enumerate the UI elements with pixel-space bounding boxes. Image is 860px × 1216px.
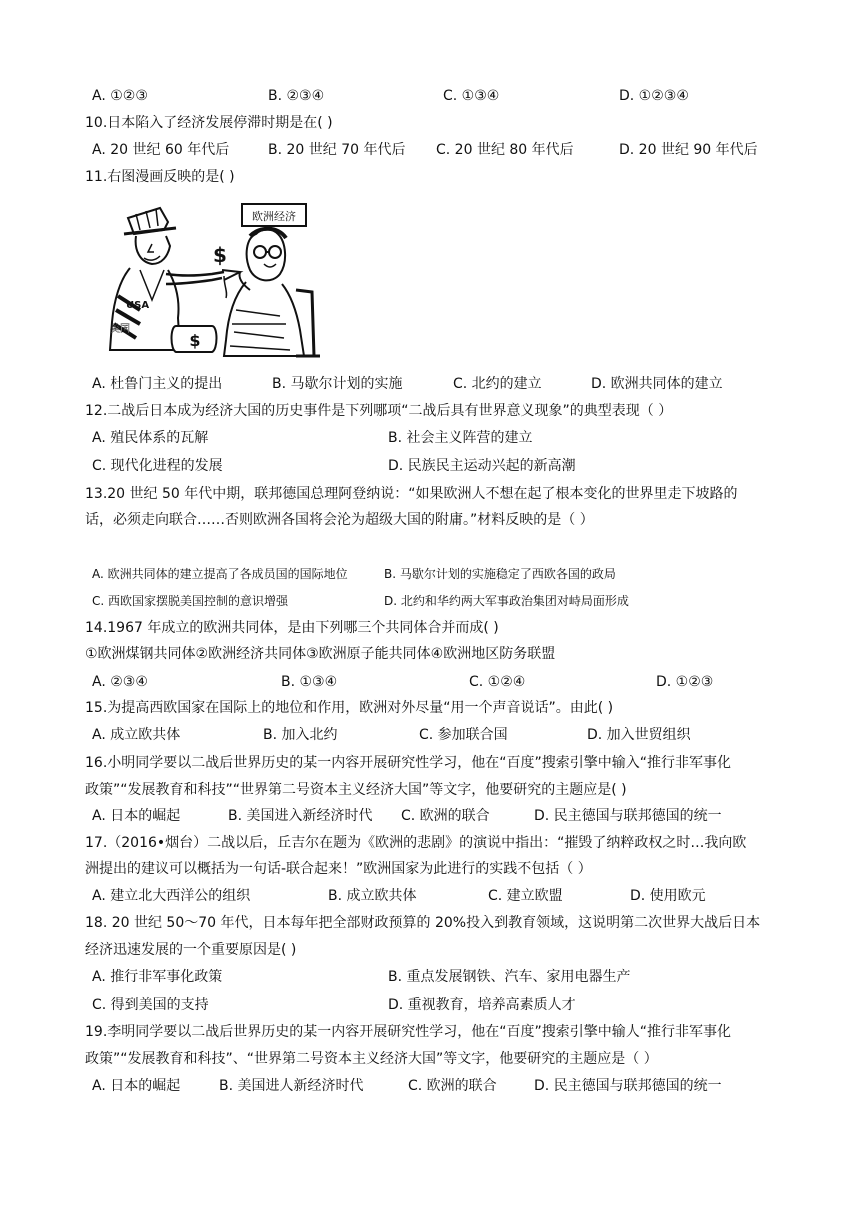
cartoon-figure-label: 美国 — [110, 324, 130, 335]
q13-option-b: B. 马歇尔计划的实施稳定了西欧各国的政局 — [384, 567, 616, 581]
q12-option-d: D. 民族民主运动兴起的新高潮 — [388, 458, 576, 474]
q16-option-d: D. 民主德国与联邦德国的统一 — [534, 808, 722, 824]
q14-option-d: D. ①②③ — [656, 674, 714, 690]
q10-option-a: A. 20 世纪 60 年代后 — [92, 142, 230, 158]
q13-option-d: D. 北约和华约两大军事政治集团对峙局面形成 — [384, 594, 629, 608]
q18-option-d: D. 重视教育，培养高素质人才 — [388, 997, 576, 1013]
q10-option-d: D. 20 世纪 90 年代后 — [619, 142, 758, 158]
q11-stem: 11.右图漫画反映的是( ) — [85, 169, 235, 185]
q19-option-a: A. 日本的崛起 — [92, 1078, 181, 1094]
q18-stem-line-2: 经济迅速发展的一个重要原因是( ) — [85, 942, 297, 958]
q12-option-a: A. 殖民体系的瓦解 — [92, 430, 209, 446]
q15-option-b: B. 加入北约 — [263, 727, 338, 743]
q15-option-d: D. 加入世贸组织 — [587, 727, 691, 743]
q9-option-a: A. ①②③ — [92, 88, 148, 104]
q13-stem-line-2: 话，必须走向联合……否则欧洲各国将会沦为超级大国的附庸。”材料反映的是（ ） — [85, 512, 594, 528]
cartoon-drawing — [100, 200, 320, 362]
q10-option-b: B. 20 世纪 70 年代后 — [268, 142, 406, 158]
q16-option-a: A. 日本的崛起 — [92, 808, 181, 824]
q11-option-b: B. 马歇尔计划的实施 — [272, 376, 403, 392]
q12-option-b: B. 社会主义阵营的建立 — [388, 430, 533, 446]
q19-option-d: D. 民主德国与联邦德国的统一 — [534, 1078, 722, 1094]
q19-option-c: C. 欧洲的联合 — [408, 1078, 497, 1094]
q17-stem-line-2: 洲提出的建议可以概括为一句话-联合起来！”欧洲国家为此进行的实践不包括（ ） — [85, 861, 592, 877]
cartoon-dollar-symbol: $ — [213, 243, 227, 267]
q14-option-c: C. ①②④ — [469, 674, 526, 690]
q18-stem-line-1: 18. 20 世纪 50～70 年代，日本每年把全部财政预算的 20%投入到教育领域，这说明第二次世界大战后日本 — [85, 915, 761, 931]
q10-stem: 10.日本陷入了经济发展停滞时期是在( ) — [85, 115, 333, 131]
q15-option-c: C. 参加联合国 — [419, 727, 508, 743]
q13-option-c: C. 西欧国家摆脱美国控制的意识增强 — [92, 594, 289, 608]
q9-option-d: D. ①②③④ — [619, 88, 689, 104]
q16-option-b: B. 美国进入新经济时代 — [228, 808, 373, 824]
cartoon-flag-text: USA — [126, 300, 150, 311]
q19-option-b: B. 美国进人新经济时代 — [219, 1078, 364, 1094]
q17-option-c: C. 建立欧盟 — [488, 888, 563, 904]
q10-option-c: C. 20 世纪 80 年代后 — [436, 142, 574, 158]
q17-option-a: A. 建立北大西洋公的组织 — [92, 888, 251, 904]
q11-option-c: C. 北约的建立 — [453, 376, 542, 392]
q13-option-a: A. 欧洲共同体的建立提高了各成员国的国际地位 — [92, 567, 348, 581]
q15-option-a: A. 成立欧共体 — [92, 727, 181, 743]
q14-items: ①欧洲煤钢共同体②欧洲经济共同体③欧洲原子能共同体④欧洲地区防务联盟 — [85, 646, 556, 662]
q14-option-b: B. ①③④ — [281, 674, 338, 690]
q18-option-c: C. 得到美国的支持 — [92, 997, 209, 1013]
q11-option-a: A. 杜鲁门主义的提出 — [92, 376, 223, 392]
q17-stem-line-1: 17.（2016•烟台）二战以后，丘吉尔在题为《欧洲的悲剧》的演说中指出：“摧毁了纳粹政权之时…我向欧 — [85, 835, 747, 851]
q16-stem-line-2: 政策”“发展教育和科技”“世界第二号资本主义经济大国”等文字，他要研究的主题应是( ) — [85, 782, 627, 798]
q14-stem: 14.1967 年成立的欧洲共同体，是由下列哪三个共同体合并而成( ) — [85, 620, 499, 636]
cartoon-bag-symbol: $ — [189, 331, 201, 350]
q11-cartoon — [100, 200, 320, 362]
q11-option-d: D. 欧洲共同体的建立 — [591, 376, 723, 392]
q15-stem: 15.为提高西欧国家在国际上的地位和作用，欧洲对外尽量“用一个声音说话”。由此( ) — [85, 700, 614, 716]
q19-stem-line-1: 19.李明同学要以二战后世界历史的某一内容开展研究性学习，他在“百度”搜索引擎中输人“推行非军事化 — [85, 1024, 732, 1040]
q16-option-c: C. 欧洲的联合 — [401, 808, 490, 824]
q17-option-b: B. 成立欧共体 — [328, 888, 417, 904]
q16-stem-line-1: 16.小明同学要以二战后世界历史的某一内容开展研究性学习，他在“百度”搜索引擎中输入“推行非军事化 — [85, 755, 732, 771]
q17-option-d: D. 使用欧元 — [630, 888, 706, 904]
q18-option-a: A. 推行非军事化政策 — [92, 969, 223, 985]
q9-option-b: B. ②③④ — [268, 88, 325, 104]
q12-option-c: C. 现代化进程的发展 — [92, 458, 223, 474]
q14-option-a: A. ②③④ — [92, 674, 148, 690]
q18-option-b: B. 重点发展钢铁、汽车、家用电器生产 — [388, 969, 631, 985]
q12-stem: 12.二战后日本成为经济大国的历史事件是下列哪项“二战后具有世界意义现象”的典型表现（ ） — [85, 403, 673, 419]
cartoon-sign-text: 欧洲经济 — [252, 210, 296, 223]
q13-stem-line-1: 13.20 世纪 50 年代中期，联邦德国总理阿登纳说：“如果欧洲人不想在起了根本变化的世界里走下坡路的 — [85, 486, 738, 502]
q9-option-c: C. ①③④ — [443, 88, 500, 104]
q19-stem-line-2: 政策”“发展教育和科技”、“世界第二号资本主义经济大国”等文字，他要研究的主题应是（ ） — [85, 1051, 658, 1067]
